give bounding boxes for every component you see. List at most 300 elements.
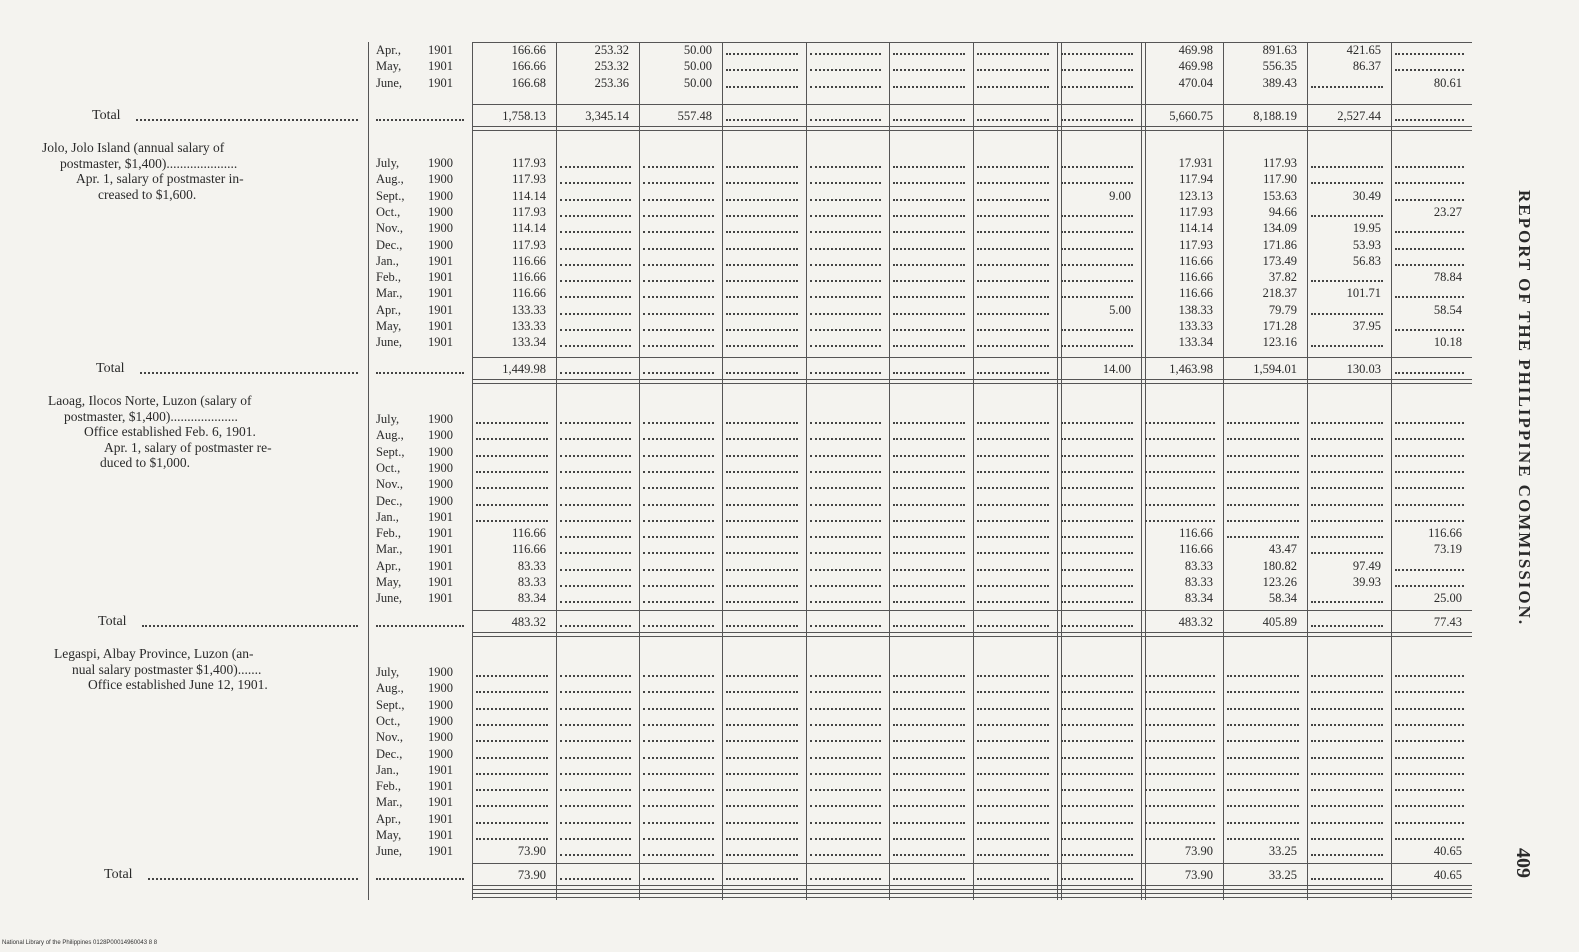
dot-leader [977,625,1049,627]
month-year: 1900 [428,444,453,459]
dot-leader [810,708,881,710]
dot-leader [643,708,714,710]
month-name: June, [376,75,403,90]
dot-leader [726,552,798,554]
month-year: 1900 [428,681,453,696]
table-cell: 116.66 [1179,526,1213,541]
month-year: 1900 [428,477,453,492]
month-year: 1901 [428,811,453,826]
dot-leader [977,264,1049,266]
table-cell: 83.33 [517,575,546,589]
month-name: Dec., [376,746,403,761]
dot-leader [893,805,965,807]
dot-leader [1227,789,1299,791]
dot-leader [893,708,965,710]
table-cell: 73.90 [517,868,546,882]
dot-leader [643,805,714,807]
dot-leader [810,182,881,184]
table-cell: 25.00 [1433,591,1462,606]
dot-leader [1311,773,1383,775]
dot-leader [560,773,631,775]
dot-leader [977,504,1049,506]
dot-leader [893,166,965,168]
column-rule [639,42,640,900]
month-label [376,75,466,91]
month-name: Apr., [376,43,401,57]
dot-leader [893,86,965,88]
dot-leader [977,520,1049,522]
dot-leader [726,740,798,742]
table-cell: 23.27 [1433,204,1462,219]
dot-leader [1395,789,1464,791]
dot-leader [977,182,1049,184]
dot-leader [643,601,714,603]
dot-leader [148,878,358,880]
month-year: 1901 [428,558,453,573]
dot-leader [726,724,798,726]
dot-leader [893,854,965,856]
dot-leader [1061,455,1133,457]
month-label [376,697,466,713]
dot-leader [726,372,798,374]
dot-leader [1227,471,1299,473]
dot-leader [810,601,881,603]
table-cell: 78.84 [1433,270,1462,285]
table-cell: 891.63 [1262,43,1297,57]
dot-leader [726,280,798,282]
dot-leader [1395,838,1464,840]
dot-leader [977,86,1049,88]
dot-leader [893,296,965,298]
dot-leader [1227,487,1299,489]
dot-leader [1311,166,1383,168]
dot-leader [726,822,798,824]
table-cell: 58.54 [1433,302,1462,317]
table-cell: 53.93 [1352,237,1381,252]
month-year: 1901 [428,575,453,589]
month-name: Mar., [376,795,403,810]
table-cell: 469.98 [1178,43,1213,57]
dot-leader [1061,53,1133,55]
dot-leader [893,372,965,374]
dot-leader [810,585,881,587]
dot-leader [726,166,798,168]
total-label: Total [96,361,125,376]
table-cell: 116.66 [512,542,546,557]
month-name: Dec., [376,237,403,252]
dot-leader [1227,757,1299,759]
dot-leader [643,789,714,791]
month-year: 1901 [428,779,453,794]
dot-leader [893,520,965,522]
dot-leader [977,345,1049,347]
dot-leader [810,119,881,121]
table-cell: 421.65 [1346,43,1381,57]
month-name: Mar., [376,542,403,557]
dot-leader [726,569,798,571]
dot-leader [977,372,1049,374]
table-cell: 1,594.01 [1253,362,1297,376]
dot-leader [1395,585,1464,587]
table-cell: 14.00 [1102,362,1131,376]
dot-leader [1311,757,1383,759]
dot-leader [977,838,1049,840]
dot-leader [560,504,631,506]
dot-leader [893,789,965,791]
dot-leader [893,569,965,571]
dot-leader [1395,264,1464,266]
dot-leader [1145,422,1215,424]
dot-leader [1395,438,1464,440]
table-cell: 83.33 [517,558,546,573]
dot-leader [560,822,631,824]
dot-leader [726,757,798,759]
dot-leader [560,296,631,298]
dot-leader [560,724,631,726]
dot-leader [476,487,548,489]
dot-leader [893,601,965,603]
dot-leader [1311,878,1383,880]
column-rule [973,42,974,900]
table-cell: 116.66 [512,253,546,268]
dot-leader [1227,838,1299,840]
dot-leader [810,422,881,424]
dot-leader [893,345,965,347]
dot-leader [1061,182,1133,184]
table-cell: 557.48 [677,109,712,123]
dot-leader [1061,86,1133,88]
table-cell: 83.34 [517,591,546,606]
month-label [376,558,466,574]
dot-leader [643,773,714,775]
table-cell: 117.93 [1263,156,1297,170]
dot-leader [1061,504,1133,506]
dot-leader [1145,822,1215,824]
month-label [376,509,466,525]
month-year: 1900 [428,156,453,170]
table-cell: 86.37 [1352,59,1381,74]
dot-leader [1061,854,1133,856]
table-cell: 39.93 [1352,575,1381,589]
table-cell: 43.47 [1268,542,1297,557]
dot-leader [977,773,1049,775]
dot-leader [1061,215,1133,217]
dot-leader [1145,708,1215,710]
dot-leader [726,313,798,315]
month-name: Sept., [376,188,405,203]
dot-leader [1061,691,1133,693]
dot-leader [726,854,798,856]
dot-leader [1061,625,1133,627]
dot-leader [643,372,714,374]
dot-leader [893,487,965,489]
dot-leader [643,296,714,298]
table-cell: 2,527.44 [1337,109,1381,123]
dot-leader [560,471,631,473]
month-name: Mar., [376,286,403,301]
column-rule [806,42,807,900]
table-cell: 483.32 [1178,615,1213,629]
dot-leader [977,119,1049,121]
dot-leader [893,280,965,282]
dot-leader [643,182,714,184]
month-name: Jan., [376,762,399,777]
dot-leader [1395,182,1464,184]
dot-leader [810,822,881,824]
dot-leader [726,838,798,840]
station-description-line: Apr. 1, salary of postmaster re- [104,439,272,455]
dot-leader [893,675,965,677]
dot-leader [1227,504,1299,506]
table-cell: 114.14 [512,188,546,203]
dot-leader [560,585,631,587]
month-label [376,746,466,762]
dot-leader [726,438,798,440]
dot-leader [1061,345,1133,347]
table-cell: 8,188.19 [1253,109,1297,123]
dot-leader [476,822,548,824]
month-year: 1900 [428,428,453,443]
dot-leader [1311,471,1383,473]
month-name: June, [376,335,403,350]
table-cell: 19.95 [1352,221,1381,236]
dot-leader [726,504,798,506]
dot-leader [1061,119,1133,121]
dot-leader [726,691,798,693]
dot-leader [977,585,1049,587]
table-cell: 73.19 [1433,542,1462,557]
dot-leader [1395,569,1464,571]
table-cell: 5,660.75 [1169,109,1213,123]
dot-leader [1145,757,1215,759]
dot-leader [810,280,881,282]
dot-leader [560,691,631,693]
table-cell: 171.86 [1262,237,1297,252]
dot-leader [476,520,548,522]
dot-leader [1227,691,1299,693]
dot-leader [560,838,631,840]
month-year: 1900 [428,713,453,728]
table-cell: 123.16 [1262,335,1297,350]
table-cell: 17.931 [1178,156,1213,170]
dot-leader [560,329,631,331]
table-cell: 33.25 [1268,868,1297,882]
dot-leader [893,691,965,693]
dot-leader [1061,708,1133,710]
dot-leader [376,878,464,880]
station-description-line: postmaster, $1,400)..................... [60,155,238,171]
subtotal-rule [472,863,1472,864]
column-rule [556,42,557,900]
dot-leader [810,625,881,627]
station-description-line: Apr. 1, salary of postmaster in- [76,171,244,186]
dot-leader [810,329,881,331]
dot-leader [643,199,714,201]
table-cell: 79.79 [1268,302,1297,317]
dot-leader [977,536,1049,538]
dot-leader [1395,675,1464,677]
table-cell: 83.34 [1184,591,1213,606]
dot-leader [893,536,965,538]
dot-leader [476,724,548,726]
dot-leader [136,119,358,121]
table-cell: 130.03 [1346,362,1381,376]
table-cell: 180.82 [1262,558,1297,573]
dot-leader [893,724,965,726]
table-cell: 5.00 [1109,302,1131,317]
month-name: Apr., [376,558,401,573]
dot-leader [810,53,881,55]
table-cell: 133.33 [511,319,546,333]
dot-leader [1311,724,1383,726]
dot-leader [560,878,631,880]
dot-leader [726,231,798,233]
dot-leader [726,536,798,538]
month-name: Oct., [376,204,401,219]
dot-leader [977,471,1049,473]
dot-leader [977,789,1049,791]
dot-leader [560,199,631,201]
table-cell: 123.26 [1262,575,1297,589]
table-cell: 153.63 [1262,188,1297,203]
dot-leader [1311,838,1383,840]
dot-leader [977,854,1049,856]
dot-leader [1227,724,1299,726]
dot-leader [643,757,714,759]
dot-leader [977,569,1049,571]
dot-leader [643,675,714,677]
month-label [376,493,466,509]
month-label [376,42,466,58]
dot-leader [810,552,881,554]
dot-leader [560,372,631,374]
table-cell: 37.95 [1352,319,1381,333]
dot-leader [810,471,881,473]
month-year: 1901 [428,542,453,557]
running-header: REPORT OF THE PHILIPPINE COMMISSION. [1515,190,1534,627]
dot-leader [977,438,1049,440]
column-rule [1391,42,1392,900]
dot-leader [643,520,714,522]
dot-leader [977,675,1049,677]
dot-leader [893,53,965,55]
month-year: 1901 [428,302,453,317]
dot-leader [476,504,548,506]
dot-leader [810,504,881,506]
table-cell: 117.93 [512,156,546,170]
dot-leader [560,625,631,627]
dot-leader [977,248,1049,250]
dot-leader [643,854,714,856]
month-label [376,541,466,557]
table-cell: 166.66 [511,43,546,57]
dot-leader [1061,536,1133,538]
table-cell: 77.43 [1433,615,1462,629]
dot-leader [810,675,881,677]
dot-leader [643,248,714,250]
dot-leader [977,199,1049,201]
dot-leader [1311,520,1383,522]
month-label [376,269,466,285]
dot-leader [977,166,1049,168]
table-cell: 116.66 [512,286,546,301]
dot-leader [643,724,714,726]
dot-leader [1061,740,1133,742]
dot-leader [1145,691,1215,693]
dot-leader [726,119,798,121]
dot-leader [810,215,881,217]
station-description-line: Office established Feb. 6, 1901. [84,424,256,439]
total-label: Total [104,867,133,882]
dot-leader [1227,773,1299,775]
month-label [376,204,466,220]
dot-leader [977,601,1049,603]
table-cell: 50.00 [683,43,712,57]
month-name: Sept., [376,444,405,459]
dot-leader [893,69,965,71]
table-cell: 253.36 [594,75,629,90]
dot-leader [893,199,965,201]
month-label [376,713,466,729]
month-year: 1901 [428,591,453,606]
dot-leader [1061,471,1133,473]
column-rule [368,42,369,900]
dot-leader [977,691,1049,693]
dot-leader [1227,675,1299,677]
dot-leader [893,625,965,627]
table-cell: 253.32 [594,59,629,74]
dot-leader [726,625,798,627]
dot-leader [1311,504,1383,506]
dot-leader [560,552,631,554]
month-label [376,285,466,301]
dot-leader [1311,740,1383,742]
dot-leader [476,773,548,775]
month-year: 1901 [428,286,453,301]
month-year: 1901 [428,762,453,777]
dot-leader [1311,789,1383,791]
table-cell: 73.90 [517,844,546,859]
dot-leader [977,822,1049,824]
dot-leader [560,740,631,742]
dot-leader [1395,740,1464,742]
dot-leader [1061,280,1133,282]
dot-leader [726,248,798,250]
dot-leader [1061,329,1133,331]
dot-leader [1395,53,1464,55]
dot-leader [726,878,798,880]
dot-leader [893,438,965,440]
dot-leader [893,119,965,121]
dot-leader [810,69,881,71]
dot-leader [560,487,631,489]
dot-leader [1061,601,1133,603]
dot-leader [476,805,548,807]
table-cell: 33.25 [1268,844,1297,859]
dot-leader [643,264,714,266]
page-number: 409 [1512,848,1534,878]
dot-leader [810,854,881,856]
column-rule [722,42,723,900]
dot-leader [810,296,881,298]
table-cell: 166.68 [511,75,546,90]
dot-leader [893,422,965,424]
dot-leader [1395,166,1464,168]
dot-leader [726,708,798,710]
dot-leader [810,789,881,791]
dot-leader [893,822,965,824]
section-end-rule [472,379,1472,384]
